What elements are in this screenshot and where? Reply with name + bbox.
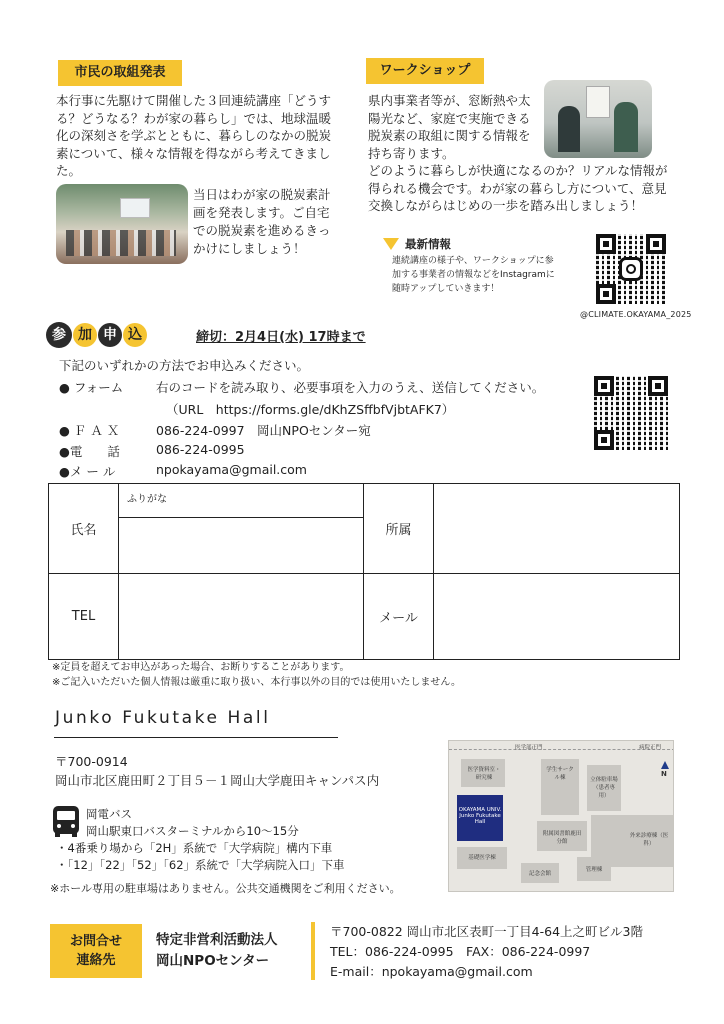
furigana-label: ふりがな bbox=[127, 494, 167, 505]
venue-address: 岡山市北区鹿田町２丁目５－１岡山大学鹿田キャンパス内 bbox=[55, 773, 380, 788]
news-body-line: 随時アップしていきます！ bbox=[392, 284, 500, 294]
map-label: 基礎医学棟 bbox=[468, 855, 496, 861]
citizen-body-line: る？どうなる？わが家の暮らし」では、地球温暖 bbox=[56, 110, 332, 126]
campus-map bbox=[448, 740, 674, 892]
bus-from: 岡山駅東口バスターミナルから10〜15分 bbox=[86, 824, 299, 838]
tel-field-label: TEL bbox=[71, 609, 96, 624]
map-label: 立体駐車場（患者専用） bbox=[590, 777, 618, 799]
citizen-section-tag: 市民の取組発表 bbox=[58, 60, 182, 86]
news-title: 最新情報 bbox=[405, 237, 451, 251]
mail-field[interactable] bbox=[434, 574, 680, 660]
citizen-side-line: 当日はわが家の脱炭素計 bbox=[193, 187, 331, 202]
notes bbox=[52, 661, 461, 690]
venue-zip: 〒700-0914 bbox=[55, 754, 128, 769]
workshop-body-line: 得られる機会です。わが家の暮らし方について、意見 bbox=[368, 180, 667, 196]
contact-label bbox=[50, 924, 142, 978]
contact-details bbox=[330, 922, 643, 982]
map-label: 外来診療棟（医科） bbox=[629, 833, 669, 847]
affiliation-label: 所属 bbox=[385, 523, 412, 538]
workshop-body-line: 脱炭素の取組に関する情報を bbox=[368, 128, 531, 143]
news-body-line: 連続講座の様子や、ワークショップに参 bbox=[392, 256, 554, 266]
citizen-body-line: た。 bbox=[56, 163, 82, 178]
mail-label-cell bbox=[364, 574, 434, 660]
apply-char: 込 bbox=[123, 323, 147, 347]
apply-char: 申 bbox=[98, 323, 122, 347]
tel-number: 086-224-0995 bbox=[156, 442, 245, 457]
instagram-qr-code[interactable] bbox=[596, 234, 666, 304]
contact-org-line: 特定非営利活動法人 bbox=[156, 932, 278, 948]
tel-label-cell bbox=[49, 574, 119, 660]
name-field[interactable] bbox=[119, 518, 364, 574]
citizen-side-line: での脱炭素を進めるきっ bbox=[193, 223, 331, 238]
tel-field[interactable] bbox=[119, 574, 364, 660]
news-body-line: 加する事業者の情報などをInstagramに bbox=[392, 270, 555, 280]
presentation-photo bbox=[56, 184, 188, 264]
bus-line-2: ・「12」「22」「52」「62」系統で「大学病院入口」下車 bbox=[56, 858, 345, 872]
fax-label: ● Ｆ Ａ Ｘ bbox=[59, 423, 120, 438]
venue-underline bbox=[54, 737, 338, 738]
map-label: 管理棟 bbox=[585, 867, 603, 873]
fax-number: 086-224-0997 岡山NPOセンター宛 bbox=[156, 423, 371, 438]
affiliation-field[interactable] bbox=[434, 484, 680, 574]
workshop-body-2 bbox=[368, 162, 668, 215]
map-main-gate-label: 医学部正門 bbox=[515, 745, 543, 751]
venue-name: Junko Fukutake Hall bbox=[55, 708, 271, 728]
workshop-body-line: 持ち寄ります。 bbox=[368, 145, 455, 161]
map-label: 医学資料室・研究棟 bbox=[467, 767, 501, 781]
form-method-text: 右のコードを読み取り、必要事項を入力のうえ、送信してください。 bbox=[156, 380, 545, 395]
workshop-body-line: 陽光など、家庭で実施できる bbox=[368, 110, 531, 126]
furigana-field[interactable] bbox=[119, 484, 364, 518]
map-label: 記念会館 bbox=[528, 871, 551, 877]
contact-address: 〒700-0822 岡山市北区表町一丁目4-64上之町ビル3階 bbox=[330, 924, 643, 939]
citizen-side-line: 画を発表します。ご自宅 bbox=[193, 205, 330, 220]
instagram-icon bbox=[619, 257, 643, 281]
map-hospital-gate-label: 病院正門 bbox=[639, 745, 662, 751]
apply-char: 参 bbox=[46, 322, 72, 348]
contact-org-line: 岡山NPOセンター bbox=[156, 953, 270, 969]
name-label-cell bbox=[49, 484, 119, 574]
map-north-label: N bbox=[661, 770, 667, 778]
mail-address[interactable]: npokayama@gmail.com bbox=[156, 462, 307, 477]
bus-line-1: ・4番乗り場から「2H」系統で「大学病院」構内下車 bbox=[56, 841, 333, 855]
apply-heading bbox=[46, 322, 148, 348]
citizen-body-line: 素について、様々な情報を得ながら考えてきまし bbox=[56, 145, 331, 161]
apply-intro: 下記のいずれかの方法でお申込みください。 bbox=[59, 358, 310, 373]
citizen-body bbox=[56, 92, 356, 180]
contact-org bbox=[156, 930, 278, 972]
tel-label: ●電 話 bbox=[59, 444, 120, 459]
mail-label: ●メ ー ル bbox=[59, 464, 116, 479]
note-line: ※定員を超えてお申込があった場合、お断りすることがあります。 bbox=[52, 662, 350, 673]
parking-note: ※ホール専用の駐車場はありません。公共交通機関をご利用ください。 bbox=[50, 882, 401, 895]
map-label: 附属図書館鹿田分館 bbox=[542, 831, 582, 845]
news-body bbox=[392, 254, 592, 296]
contact-label-line: お問合せ bbox=[69, 934, 122, 949]
instagram-handle: @CLIMATE.OKAYAMA_2025 bbox=[580, 310, 692, 319]
citizen-side-text bbox=[193, 186, 363, 258]
deadline: 締切：2月4日(水) 17時まで bbox=[196, 330, 366, 345]
workshop-section-tag: ワークショップ bbox=[366, 58, 484, 84]
name-label: 氏名 bbox=[70, 523, 97, 538]
citizen-body-line: 化の深刻さを学ぶとともに、暮らしのなかの脱炭 bbox=[56, 128, 332, 143]
map-label: 学生サークル棟 bbox=[546, 767, 574, 781]
workshop-body-line: どのように暮らしが快適になるのか？リアルな情報が bbox=[368, 163, 668, 178]
bus-title: 岡電バス bbox=[86, 807, 132, 821]
bus-icon bbox=[53, 806, 79, 834]
form-url[interactable]: （URL https://forms.gle/dKhZSffbfVjbtAFK7） bbox=[166, 402, 455, 417]
map-north-arrow-icon bbox=[661, 761, 669, 769]
mail-field-label: メール bbox=[379, 611, 418, 626]
contact-divider bbox=[311, 922, 315, 980]
contact-phones: TEL：086-224-0995 FAX：086-224-0997 bbox=[330, 944, 591, 959]
workshop-body-line: 交換しながらはじめの一歩を踏み出しましょう！ bbox=[368, 198, 644, 213]
form-qr-code[interactable] bbox=[594, 376, 668, 450]
triangle-marker-icon bbox=[383, 238, 399, 250]
map-hall-marker: OKAYAMA UNIV. Junko Fukutake Hall bbox=[457, 795, 503, 841]
affiliation-label-cell bbox=[364, 484, 434, 574]
apply-char: 加 bbox=[73, 323, 97, 347]
workshop-body-1 bbox=[368, 92, 548, 162]
contact-label-line: 連絡先 bbox=[76, 953, 116, 968]
workshop-body-line: 県内事業者等が、窓断熱や太 bbox=[368, 93, 531, 108]
citizen-body-line: 本行事に先駆けて開催した３回連続講座「どうす bbox=[56, 93, 332, 108]
form-method-label: ● フォーム bbox=[59, 380, 124, 395]
citizen-side-line: かけにしましょう！ bbox=[193, 241, 306, 256]
application-form-table bbox=[48, 483, 680, 660]
contact-email[interactable]: E-mail：npokayama@gmail.com bbox=[330, 964, 533, 979]
note-line: ※ご記入いただいた個人情報は厳重に取り扱い、本行事以外の目的では使用いたしません。 bbox=[52, 676, 461, 688]
workshop-photo bbox=[544, 80, 652, 158]
